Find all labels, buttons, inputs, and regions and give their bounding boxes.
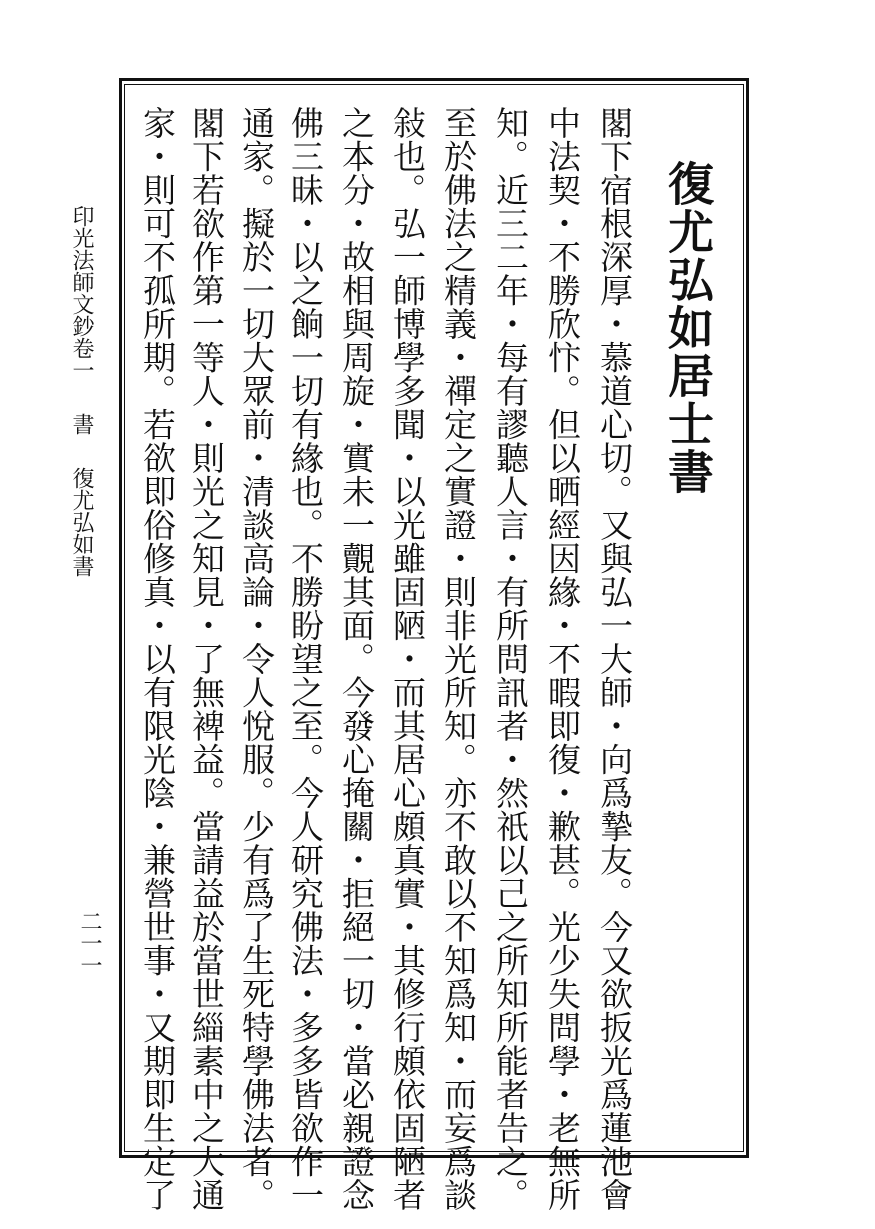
- text-column-2: 中法契・不勝欣忭。但以晒經因緣・不暇即復・歉甚。光少失問學・老無所: [543, 106, 582, 1212]
- text-column-7: 佛三昧・以之餉一切有緣也。不勝盼望之至。今人研究佛法・多多皆欲作一: [286, 106, 325, 1212]
- running-head-chapter: 復尤弘如書: [69, 467, 94, 577]
- running-head: [70, 205, 92, 577]
- text-column-4: 至於佛法之精義・禪定之實證・則非光所知。亦不敢以不知爲知・而妄爲談: [439, 106, 478, 1212]
- text-column-8: 通家。擬於一切大眾前・清談高論・令人悅服。少有爲了生死特學佛法者。: [237, 106, 276, 1212]
- text-column-1: 閣下宿根深厚・慕道心切。又與弘一大師・向爲摯友。今又欲扳光爲蓮池會: [595, 106, 634, 1212]
- text-column-10: 家・則可不孤所期。若欲即俗修真・以有限光陰・兼營世事・又期即生定了: [138, 106, 177, 1212]
- text-column-3: 知。近三二年・每有謬聽人言・有所問訊者・然祇以己之所知所能者告之。: [491, 106, 530, 1212]
- page-number: 二一一: [77, 910, 102, 976]
- text-column-5: 敍也。弘一師博學多聞・以光雖固陋・而其居心頗真實・其修行頗依固陋者: [388, 106, 427, 1212]
- text-column-9: 閣下若欲作第一等人・則光之知見・了無裨益。當請益於當世緇素中之大通: [187, 106, 226, 1212]
- running-head-book: 印光法師文鈔卷一: [69, 205, 94, 381]
- text-column-6: 之本分・故相與周旋・實未一覿其面。今發心掩關・拒絕一切・當必親證念: [337, 106, 376, 1212]
- running-head-section: 書: [69, 413, 94, 435]
- letter-title: 復尤弘如居士書: [661, 160, 715, 496]
